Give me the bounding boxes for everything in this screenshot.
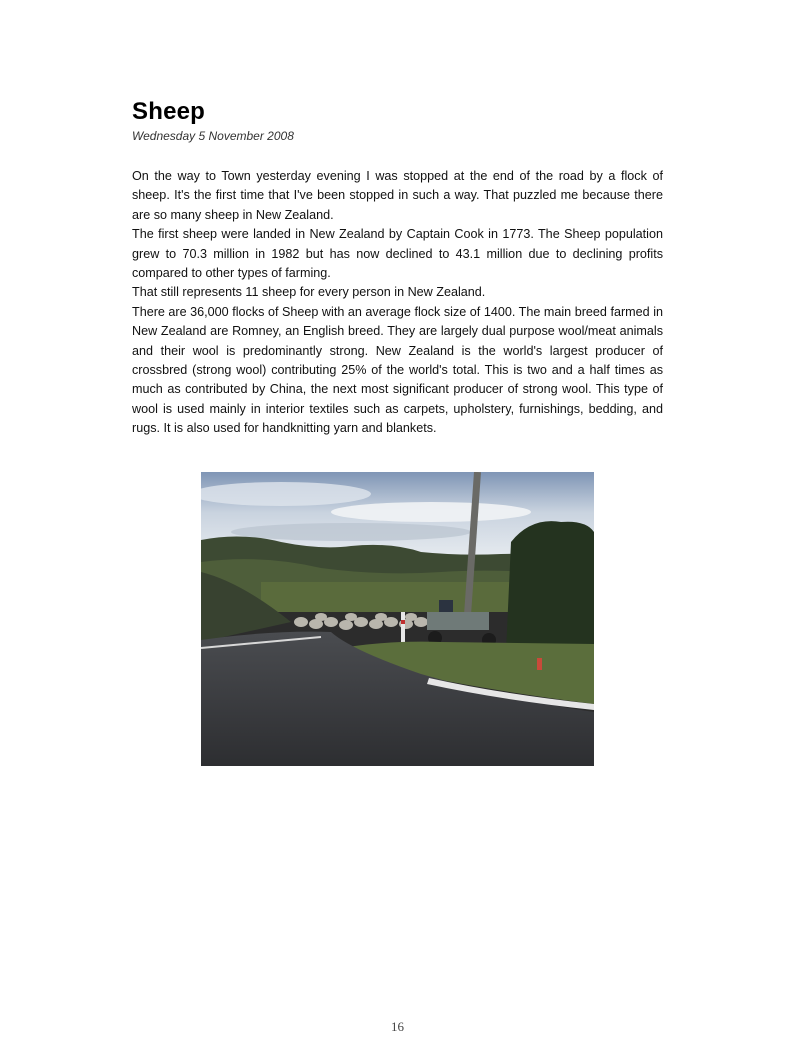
paragraph: The first sheep were landed in New Zealand by Captain Cook in 1773. The Sheep population grew to 70.3 million in 1982 but has now declined to 43.1 million due to declining profits compared to other types of farming. [132,227,663,281]
sheep-on-road-photo [201,472,594,766]
sheep-flock [294,613,428,630]
article-body [132,167,663,439]
paragraph: That still represents 11 sheep for every person in New Zealand. [132,285,486,300]
page-number: 16 [391,1019,404,1034]
trees [506,521,594,652]
article-date: Wednesday 5 November 2008 [132,129,294,143]
paragraph: There are 36,000 flocks of Sheep with an average flock size of 1400. The main breed farmed in New Zealand are Romney, an English breed. They are largely dual purpose wool/meat animals and their wool is predominantly strong. New Zealand is the world's largest producer of crossbred (strong wool) contributing 25% of the world's total. This is two and a half times as much as contributed by China, the next most significant producer of strong wool. This type of wool is used mainly in interior textiles such as carpets, upholstery, furnishings, bedding, and rugs. It is also used for handknitting yarn and blankets. [132,304,663,436]
paragraph: On the way to Town yesterday evening I was stopped at the end of the road by a flock of sheep. It's the first time that I've been stopped in such a way. That puzzled me because there are so many sheep in New Zealand. [132,169,663,222]
article-title: Sheep [132,98,206,125]
